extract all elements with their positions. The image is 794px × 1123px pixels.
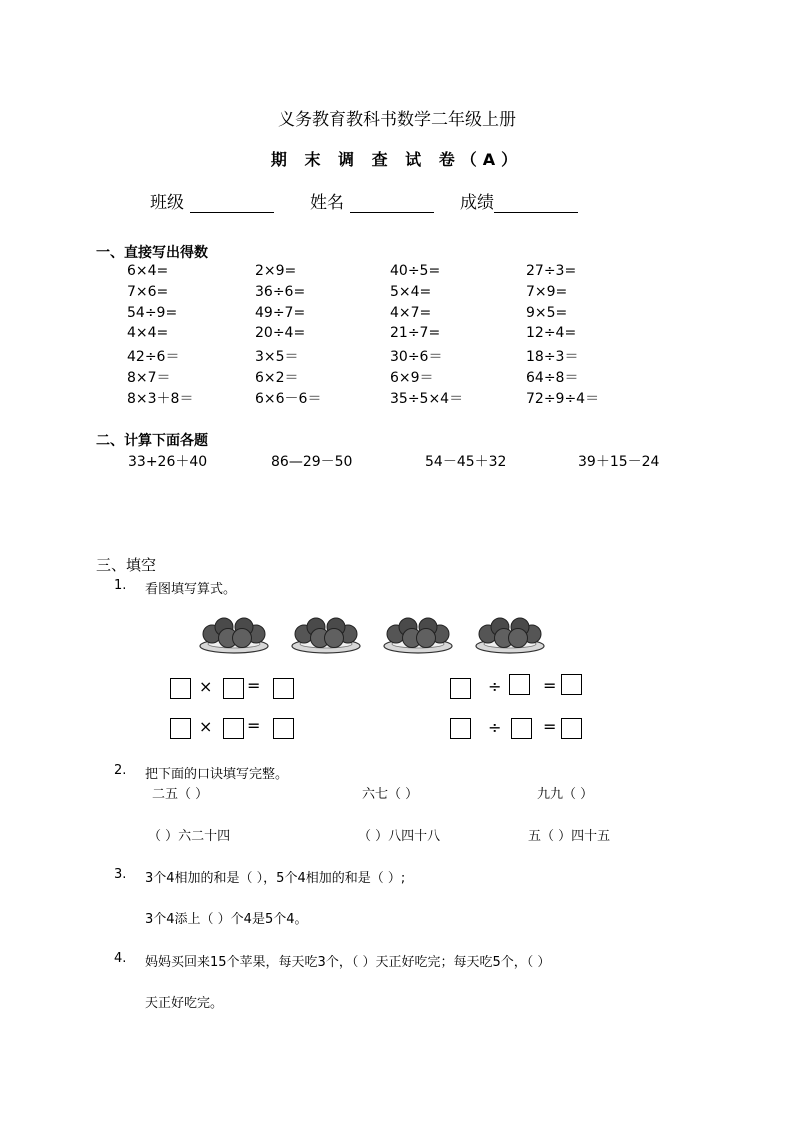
score-field [460,188,578,213]
math-problem: 6×9＝ [390,370,434,386]
math-problem: 42÷6＝ [127,349,180,366]
math-problem: 6×6－6＝ [255,390,322,407]
q3-line1: 3个4相加的和是（ ），5个4相加的和是（ ）; [145,871,406,886]
math-problem: 6×2＝ [255,370,299,386]
exam-subtitle: 期 末 调 查 试 卷（A） [270,150,524,169]
answer-box[interactable] [170,718,191,739]
mnemonic-item: （ ）六二十四 [148,829,231,844]
q3-line2: 3个4添上（ ）个4是5个4。 [145,912,308,927]
divide-sign: ÷ [488,718,502,737]
answer-box[interactable] [273,678,294,699]
score-label: 成绩 [460,193,494,213]
section3-heading: 三、填空 [96,556,157,574]
answer-box[interactable] [223,718,244,739]
math-problem: 64÷8＝ [526,370,579,386]
answer-box[interactable] [450,678,471,699]
math-problem: 6×4= [127,263,169,279]
calc-item: 86—29－50 [271,454,353,470]
name-blank[interactable] [350,194,434,213]
math-problem: 5×4= [390,283,432,300]
math-problem: 30÷6＝ [390,349,443,366]
math-problem: 21÷7= [390,325,441,342]
answer-box[interactable] [273,718,294,739]
page-title: 义务教育教科书数学二年级上册 [278,110,516,130]
times-sign: × [199,717,213,736]
q4-line1: 妈妈买回来15个苹果，每天吃3个，（ ）天正好吃完；每天吃5个，（ ） [145,955,551,970]
math-problem: 27÷3= [526,263,577,279]
name-label: 姓名 [310,193,344,213]
fruit-plate-illustration [382,610,454,656]
fruit-plate-illustration [290,610,362,656]
equals-sign: = [543,676,557,695]
times-sign: × [199,677,213,696]
answer-box[interactable] [561,674,582,695]
mnemonic-item: 六七（ ） [362,787,419,802]
math-problem: 18÷3＝ [526,349,579,366]
mnemonic-item: 二五（ ） [152,787,209,802]
section1-heading: 一、直接写出得数 [96,245,208,261]
q1-number: 1. [114,578,127,593]
q4-number: 4. [114,951,127,966]
mnemonic-item: 五（ ）四十五 [528,829,611,844]
math-problem: 12÷4= [526,325,577,342]
class-label: 班级 [150,193,184,213]
answer-box[interactable] [450,718,471,739]
math-problem: 4×7= [390,304,432,321]
math-problem: 72÷9÷4＝ [526,390,600,407]
section2-heading: 二、计算下面各题 [96,433,208,449]
equals-sign: = [247,716,261,735]
math-problem: 49÷7= [255,304,306,321]
answer-box[interactable] [509,674,530,695]
math-problem: 4×4= [127,325,169,342]
fruit-plate-illustration [474,610,546,656]
math-problem: 7×6= [127,283,169,300]
equals-sign: = [247,676,261,695]
fruit-plate-illustration [198,610,270,656]
name-field [310,188,434,213]
calc-item: 39＋15－24 [578,454,660,470]
q3-number: 3. [114,867,127,882]
score-blank[interactable] [494,194,578,213]
math-problem: 54÷9= [127,304,178,321]
math-problem: 20÷4= [255,325,306,342]
math-problem: 8×7＝ [127,370,171,386]
q2-text: 把下面的口诀填写完整。 [145,767,289,782]
math-problem: 9×5= [526,304,568,321]
calc-item: 54－45＋32 [425,454,507,470]
class-field [150,188,274,213]
calc-item: 33+26＋40 [128,454,208,470]
equals-sign: = [543,717,557,736]
math-problem: 35÷5×4＝ [390,390,464,407]
q1-text: 看图填写算式。 [145,582,237,597]
math-problem: 2×9= [255,263,297,279]
answer-box[interactable] [511,718,532,739]
q2-number: 2. [114,763,127,778]
answer-box[interactable] [170,678,191,699]
q4-line2: 天正好吃完。 [145,996,224,1011]
mnemonic-item: （ ）八四十八 [358,829,441,844]
answer-box[interactable] [223,678,244,699]
math-problem: 40÷5= [390,263,441,279]
math-problem: 36÷6= [255,283,306,300]
math-problem: 3×5＝ [255,349,299,366]
mnemonic-item: 九九（ ） [537,787,594,802]
class-blank[interactable] [190,194,274,213]
answer-box[interactable] [561,718,582,739]
math-problem: 8×3＋8＝ [127,390,194,407]
divide-sign: ÷ [488,677,502,696]
math-problem: 7×9= [526,283,568,300]
